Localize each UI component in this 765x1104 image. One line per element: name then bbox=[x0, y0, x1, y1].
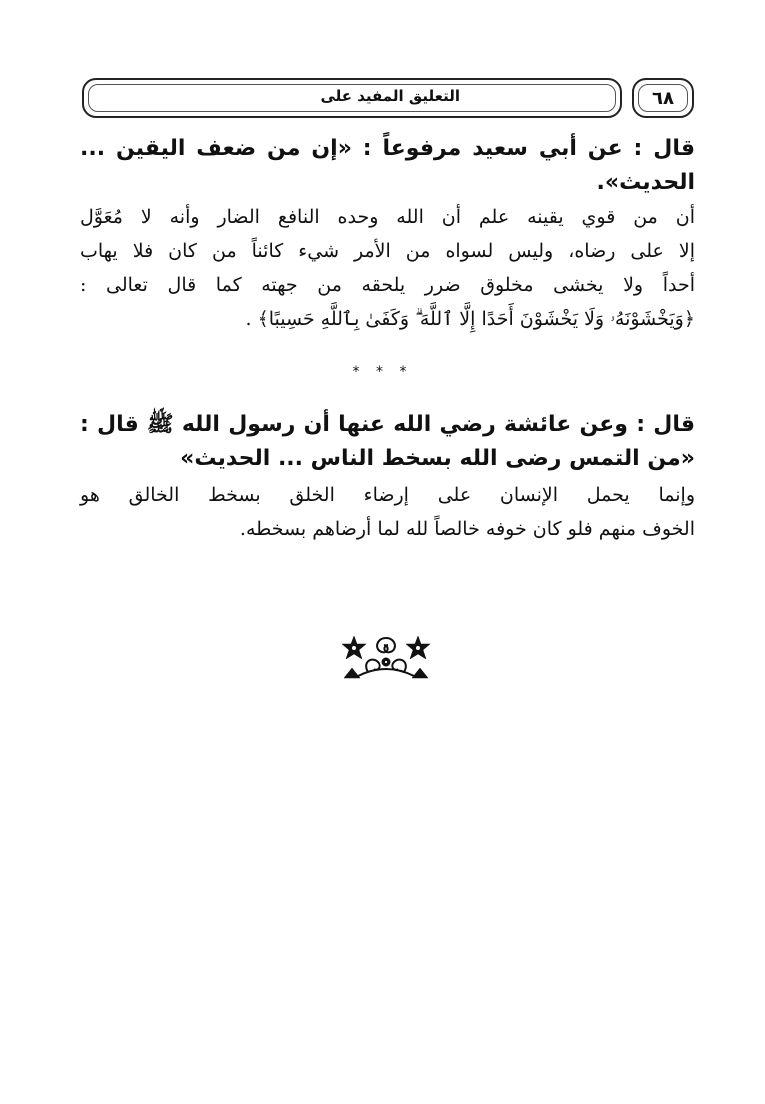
page-number-frame bbox=[632, 78, 694, 118]
section1-heading bbox=[80, 132, 695, 200]
heading-line: «من التمس رضى الله بسخط الناس ... الحديث» bbox=[180, 446, 695, 471]
section2-body bbox=[80, 478, 695, 546]
body-line: وإنما يحمل الإنسان على إرضاء الخلق بسخط الخالق هو bbox=[80, 484, 695, 506]
page-number: ٦٨ bbox=[652, 87, 674, 109]
running-header-title: التعليق المفيد على bbox=[320, 87, 460, 105]
body-line: أحداً ولا يخشى مخلوق ضرر يلحقه من جهته كما قال تعالى : bbox=[80, 274, 695, 296]
body-line: إلا على رضاه، وليس لسواه من الأمر شيء كائناً من كان فلا يهاب bbox=[80, 240, 695, 262]
section-separator: * * * bbox=[352, 364, 413, 380]
heading-line: قال : عن أبي سعيد مرفوعاً : «إن من ضعف اليقين ... bbox=[80, 136, 695, 161]
body-line: الخوف منهم فلو كان خوفه خالصاً لله لما أرضاهم بسخطه. bbox=[239, 518, 695, 540]
quran-verse-line: ﴿وَيَخْشَوْنَهُۥ وَلَا يَخْشَوْنَ أَحَدًا إِلَّا ٱللَّهَ ۗ وَكَفَىٰ بِٱللَّهِ حَسِيبًا﴾ . bbox=[245, 308, 695, 330]
section2-heading bbox=[80, 408, 695, 476]
floral-ornament-icon bbox=[338, 632, 434, 682]
running-header-frame bbox=[82, 78, 622, 118]
heading-line: الحديث». bbox=[596, 170, 695, 195]
section1-body bbox=[80, 200, 695, 336]
heading-line: قال : وعن عائشة رضي الله عنها أن رسول الله ﷺ قال : bbox=[80, 412, 695, 437]
body-line: أن من قوي يقينه علم أن الله وحده النافع الضار وأنه لا مُعَوَّل bbox=[80, 206, 695, 228]
